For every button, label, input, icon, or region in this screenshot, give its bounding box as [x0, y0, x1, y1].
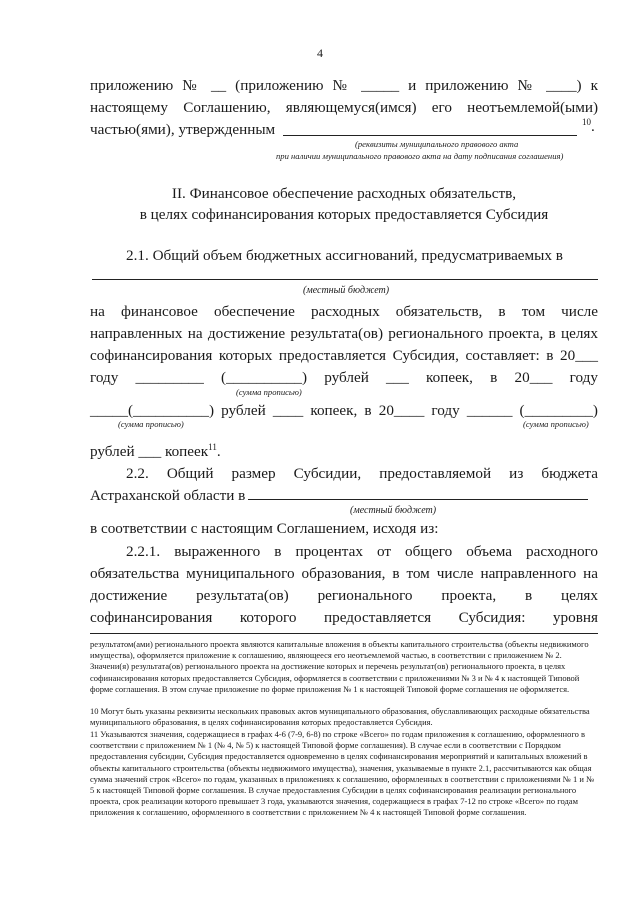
caption-legal-act: (реквизиты муниципального правового акта: [355, 139, 519, 149]
footnote-separator: [90, 633, 598, 634]
p221-line4: софинансирования которого предоставляется Субсидия: уровня: [90, 609, 598, 626]
footnote-ref-10-num: 10: [582, 116, 591, 127]
p22-line3: в соответствии с настоящим Соглашением, исходя из:: [90, 520, 439, 537]
p21-line7: [90, 442, 598, 462]
fill-in-line: [92, 279, 598, 280]
block1-line1: приложению № __ (приложению № _____ и приложению № ____) к: [90, 77, 598, 94]
footnote-ref-11: 11: [208, 441, 217, 452]
p22-line2: Астраханской области в: [90, 487, 246, 504]
p21-line7-dot: .: [216, 443, 221, 460]
caption-amount-in-words: (сумма прописью): [523, 419, 589, 429]
footnote-ref-10: [582, 117, 602, 137]
caption-local-budget: (местный бюджет): [303, 285, 390, 296]
p21-line6: _____(__________) рублей ____ копеек, в 20____ году ______ (_________): [90, 402, 598, 419]
caption-legal-act-2: при наличии муниципального правового акта на дату подписания соглашения): [276, 151, 564, 161]
block1-line3-text: частью(ями), утвержденным: [90, 121, 276, 138]
p21-line7-text: рублей ___ копеек: [90, 443, 209, 460]
footnote-11: 11 Указываются значения, содержащиеся в графах 4-6 (7-9, 6-8) по строке «Всего» по годам приложения к соглашению, оформленного в соответствии с приложением № 1 (№ 4, № 5) к настоящей Типовой форме соглашения). В случае если в соответствии с Порядком предоставления субсидии, Субсидия предоставляется одновременно в целях софинансирования мероприятий и капитальных вложений в объекты капитального строительства (объекты недвижимого имущества), значения, указываемые в пункте 2.1, рассчитываются как общая сумма значений строк «Всего» по годам, указанных в приложениях к соглашению, оформленных в соответствии с приложениями № 1 и № 5 к настоящей Типовой форме соглашения. В случае предоставления Субсидии в целях софинансирования реализации регионального проекта, срок реализации которого превышает 3 года, указываются значения, содержащиеся в графах 7-12 по строке «Всего» по годам приложения к соглашению, оформленного в соответствии с приложением № 4 к настоящей Типовой форме соглашения.: [90, 729, 595, 818]
footnote-continued: результатом(ами) регионального проекта являются капитальные вложения в объекты капитального строительства (объекты недвижимого имущества), оформляется приложение к соглашению, являющееся его неотъемлемой частью, в соответствии с приложением № 2. Значени(я) результата(ов) регионального проекта на достижение которых и перечень результат(ов) регионального проекта, в целях софинансирования которых предоставляется Субсидия, оформляется в соответствии с приложениями № 3 и № 4 к настоящей Типовой форме соглашения. В этом случае приложение по форме приложения № 1 к настоящей Типовой форме соглашения не оформляется.: [90, 639, 589, 694]
page-number: 4: [317, 46, 323, 60]
p21-line5: году _________ (__________) рублей ___ копеек, в 20___ году: [90, 369, 598, 386]
p21-line2: на финансовое обеспечение расходных обязательств, в том числе: [90, 303, 598, 320]
block1-line3: [90, 120, 598, 140]
p21-line4: софинансирования которых предоставляется Субсидия, составляет: в 20___: [90, 347, 598, 364]
caption-amount-in-words: (сумма прописью): [118, 419, 184, 429]
p221-line2: обязательства муниципального образования, в том числе направленного на: [90, 565, 598, 582]
p21-line3: направленных на достижение результата(ов) регионального проекта, в целях: [90, 325, 598, 342]
caption-local-budget: (местный бюджет): [350, 505, 437, 516]
p221-line3: достижение результата(ов) регионального проекта, в целях: [90, 587, 598, 604]
block1-line2: настоящему Соглашению, являющемуся(имся) его неотъемлемой(ыми): [90, 99, 598, 116]
section-title-line1: II. Финансовое обеспечение расходных обязательств,: [171, 185, 517, 202]
p221-line1: 2.2.1. выраженного в процентах от общего объема расходного: [126, 543, 598, 560]
footnote-10: 10 Могут быть указаны реквизиты нескольких правовых актов муниципального образования, обуславливающих расходные обязательства муниципального образования, в целях софинансирования которых предоставляется Субсидия.: [90, 706, 590, 728]
fill-in-line: [248, 499, 588, 500]
section-title-line2: в целях софинансирования которых предоставляется Субсидия: [139, 206, 549, 223]
footnote-ref-10-dot: .: [591, 118, 595, 135]
p21-line1: 2.1. Общий объем бюджетных ассигнований, предусматриваемых в: [126, 247, 563, 264]
p22-line1: 2.2. Общий размер Субсидии, предоставляемой из бюджета: [126, 465, 598, 482]
caption-amount-in-words: (сумма прописью): [236, 387, 302, 397]
fill-in-line: [283, 135, 577, 136]
